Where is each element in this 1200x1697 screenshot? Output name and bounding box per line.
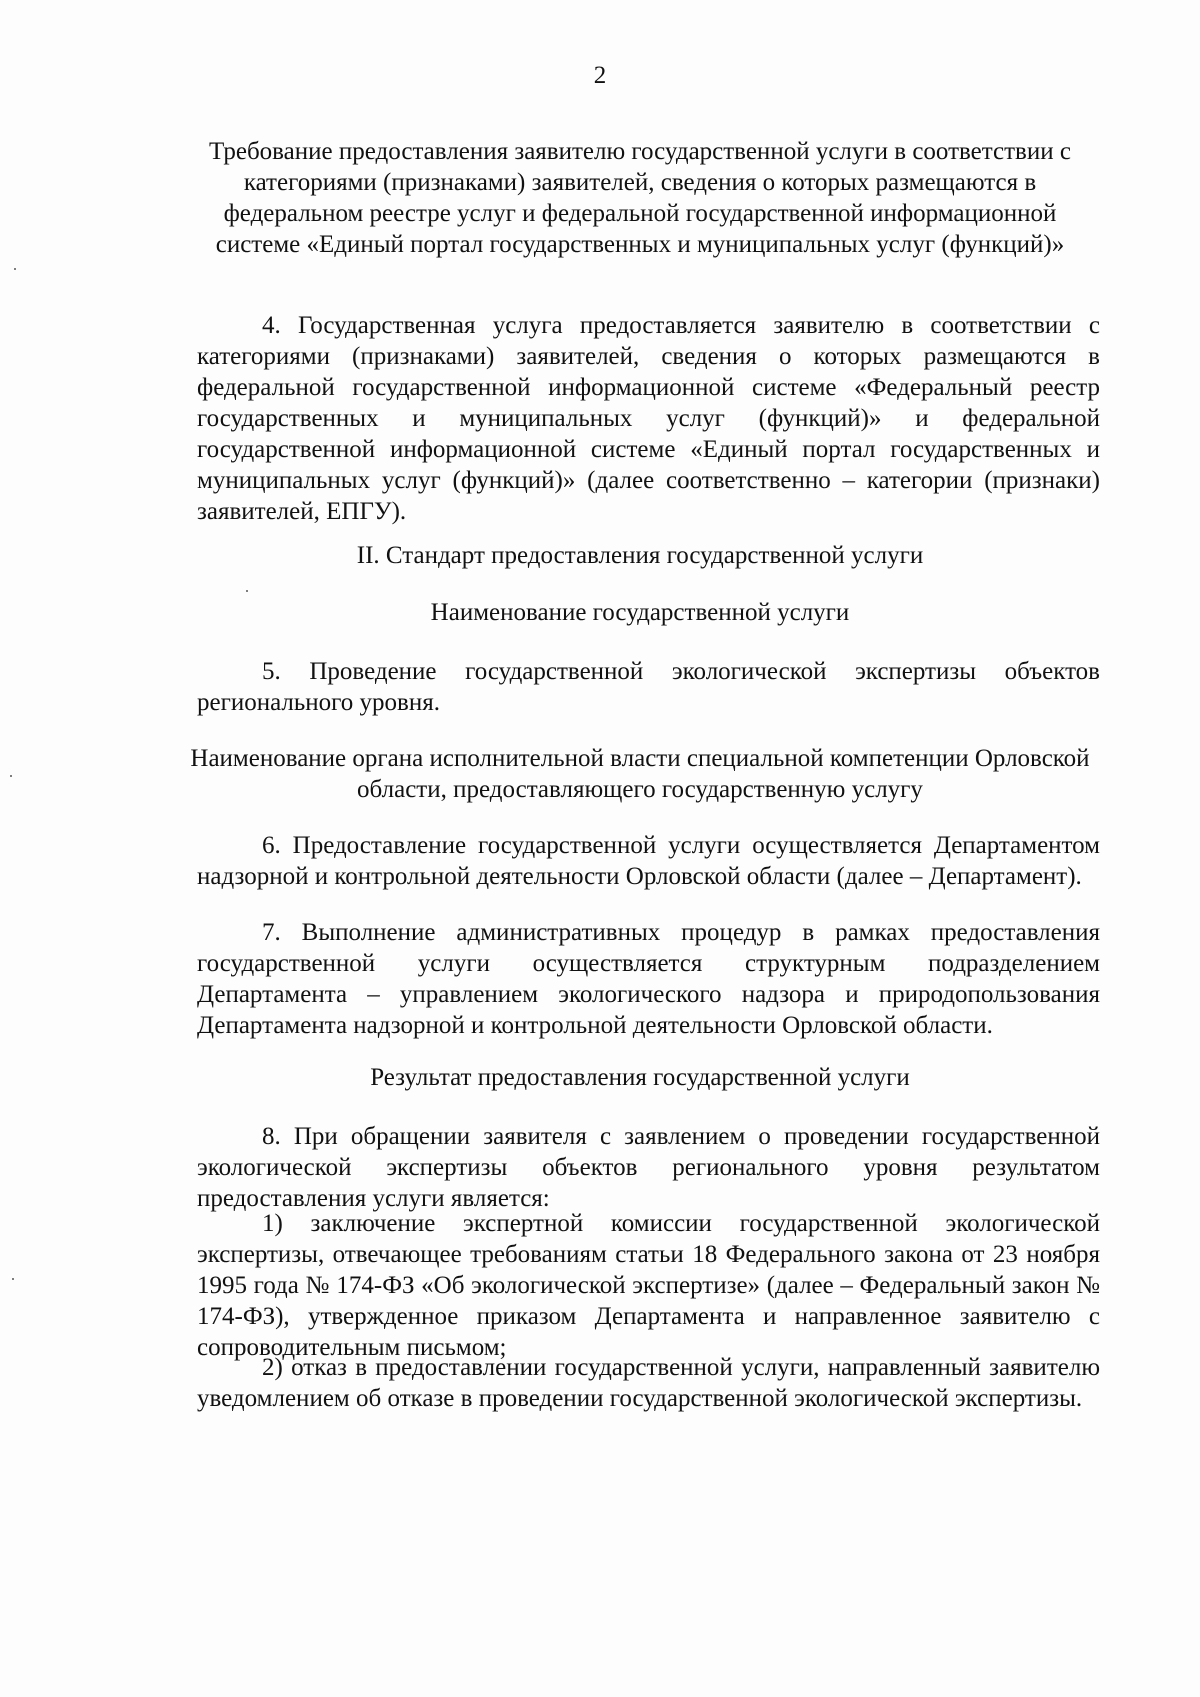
paragraph-4: 4. Государственная услуга предоставляется заявителю в соответствии с категориями (признаками) заявителей, сведения о которых размещаются в федеральной государственной информационной системе «Федеральный реестр государственных и муниципальных услуг (функций)» и федеральной государственной информационной системе «Единый портал государственных и муниципальных услуг (функций)» (далее соответственно – категории (признаки) заявителей, ЕПГУ).	[197, 312, 1100, 525]
scan-speck	[12, 1278, 14, 1280]
section-2-title: II. Стандарт предоставления государственной услуги	[356, 542, 924, 569]
paragraph-5: 5. Проведение государственной экологической экспертизы объектов регионального уровня.	[197, 658, 1100, 716]
scan-speck	[246, 590, 248, 592]
heading-result: Результат предоставления государственной услуги	[370, 1064, 910, 1091]
heading-requirement: Требование предоставления заявителю государственной услуги в соответствии с категориями (признаками) заявителей, сведения о которых размещаются в федеральном реестре услуг и федеральной государственной информационной системе «Единый портал государственных и муниципальных услуг (функций)»	[209, 138, 1071, 258]
scan-speck	[10, 775, 12, 777]
result-item-2: 2) отказ в предоставлении государственной услуги, направленный заявителю уведомлением об отказе в проведении государственной экологической экспертизы.	[197, 1354, 1100, 1412]
paragraph-7: 7. Выполнение административных процедур в рамках предоставления государственной услуги осуществляется структурным подразделением Департамента – управлением экологического надзора и природопользования Департамента надзорной и контрольной деятельности Орловской области.	[197, 919, 1100, 1039]
scan-speck	[14, 268, 16, 270]
page-number: 2	[593, 62, 607, 89]
paragraph-6: 6. Предоставление государственной услуги осуществляется Департаментом надзорной и контрольной деятельности Орловской области (далее – Департамент).	[197, 832, 1100, 890]
heading-authority: Наименование органа исполнительной власти специальной компетенции Орловской области, предоставляющего государственную услугу	[190, 745, 1090, 803]
paragraph-8: 8. При обращении заявителя с заявлением о проведении государственной экологической экспертизы объектов регионального уровня результатом предоставления услуги является:	[197, 1123, 1100, 1212]
heading-service-name: Наименование государственной услуги	[430, 599, 850, 626]
result-item-1: 1) заключение экспертной комиссии государственной экологической экспертизы, отвечающее требованиям статьи 18 Федерального закона от 23 ноября 1995 года № 174-ФЗ «Об экологической экспертизе» (далее – Федеральный закон № 174-ФЗ), утвержденное приказом Департамента и направленное заявителю с сопроводительным письмом;	[197, 1210, 1100, 1361]
